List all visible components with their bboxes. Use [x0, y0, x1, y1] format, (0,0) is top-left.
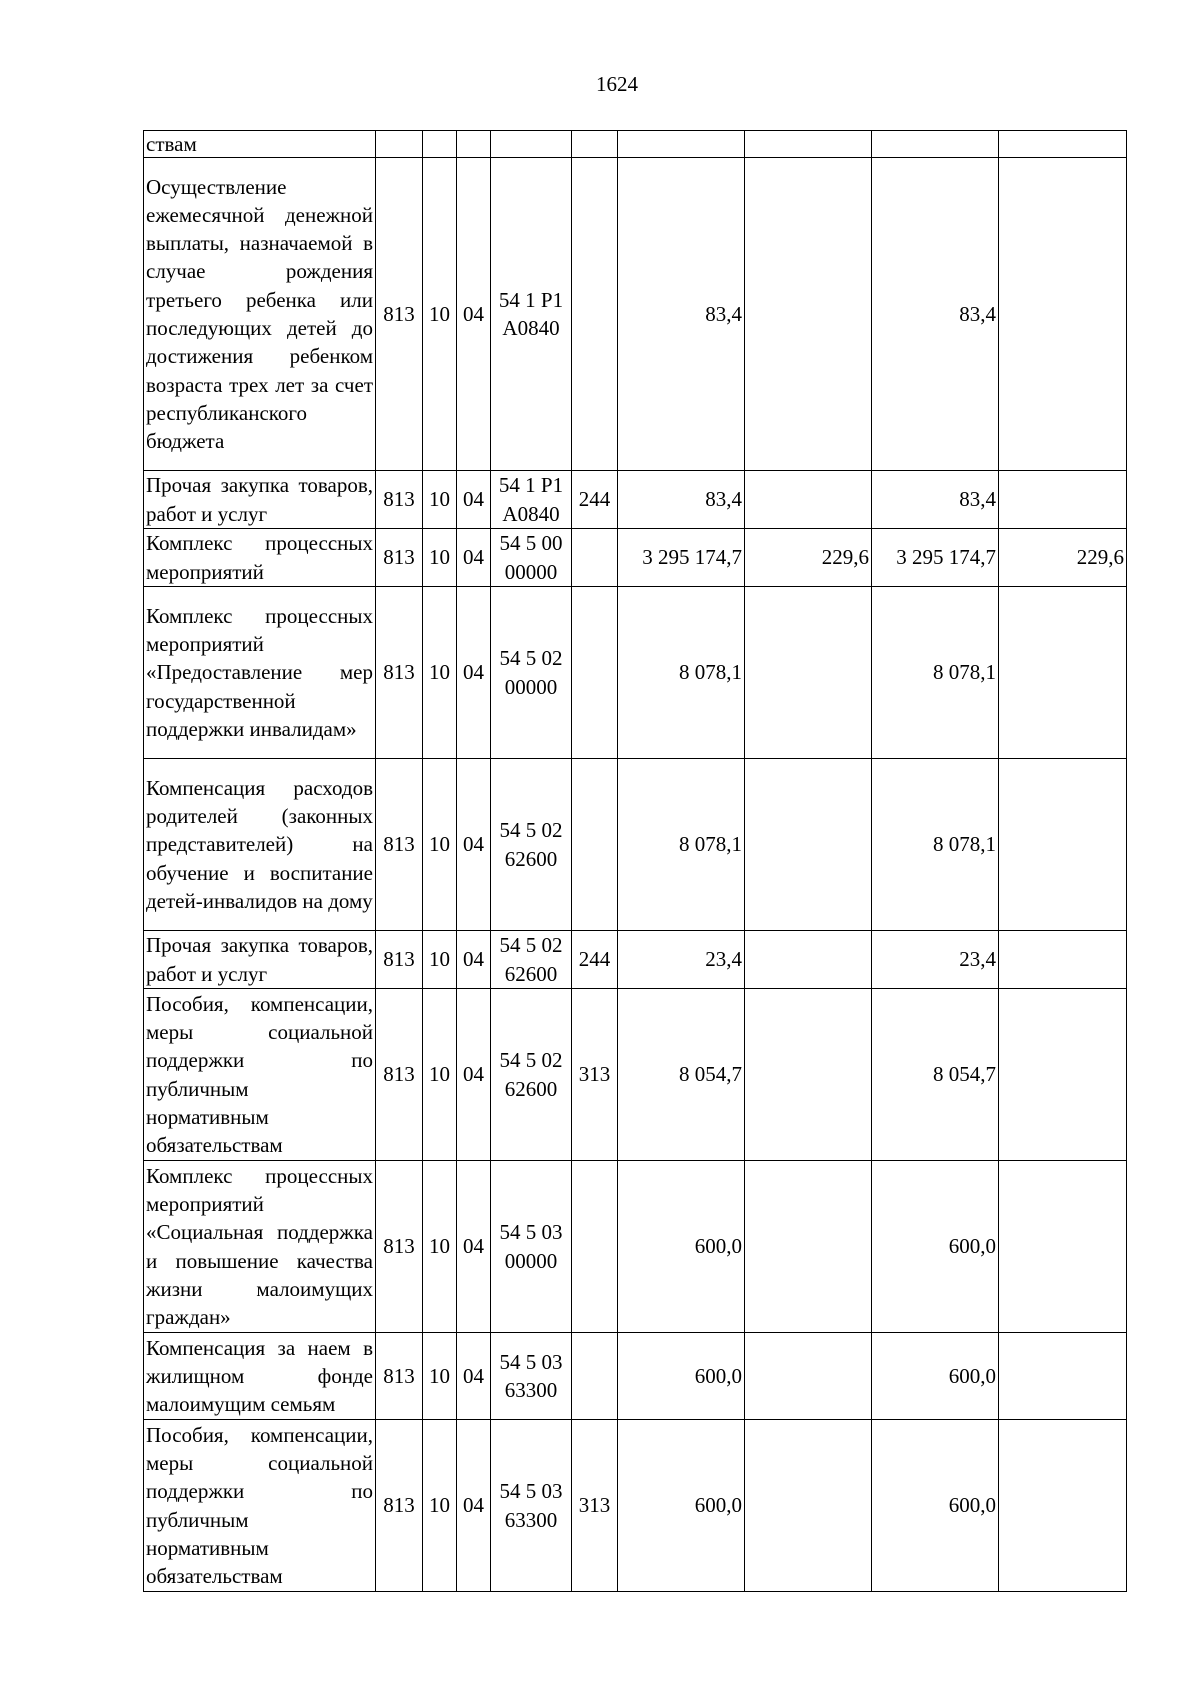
amount-2: [745, 931, 872, 989]
table-row: [144, 529, 1127, 587]
expense-type-code: [572, 1333, 618, 1420]
row-name: Пособия, компенсации, меры социальной поддержки по публичным нормативным обязательствам: [144, 989, 376, 1161]
amount-4: [999, 471, 1127, 529]
section-code: 10: [423, 1420, 457, 1592]
expense-type-code: [572, 1161, 618, 1333]
amount-2: [745, 1333, 872, 1420]
expense-type-code: [572, 158, 618, 471]
target-article-code-line-2: 63300: [504, 1378, 558, 1402]
admin-code: 813: [376, 931, 423, 989]
subsection-code: 04: [457, 989, 491, 1161]
target-article-code-line-2: 62600: [504, 846, 558, 871]
amount-1: 83,4: [618, 158, 745, 471]
section-code: 10: [423, 1161, 457, 1333]
section-code: 10: [423, 471, 457, 529]
target-article-code: [491, 1333, 572, 1420]
table-row: [144, 759, 1127, 931]
admin-code: 813: [376, 1333, 423, 1420]
target-article-code: [491, 931, 572, 989]
target-article-code: [491, 1161, 572, 1333]
amount-2: [745, 158, 872, 471]
amount-4: [999, 587, 1127, 759]
target-article-code: [491, 529, 572, 587]
target-article-code-line-1: 54 5 02: [499, 646, 563, 671]
target-article-code: [491, 471, 572, 529]
amount-1: 8 054,7: [618, 989, 745, 1161]
target-article-code-line-1: 54 5 03: [499, 1479, 563, 1504]
amount-2: 229,6: [745, 529, 872, 587]
target-article-code-line-2: 62600: [504, 1076, 558, 1101]
target-article-code-line-1: 54 5 03: [499, 1349, 563, 1374]
subsection-code: 04: [457, 529, 491, 587]
amount-2: [745, 1420, 872, 1592]
target-article-code-line-1: 54 5 02: [499, 1048, 563, 1073]
table-row: [144, 158, 1127, 471]
expense-type-code: [572, 131, 618, 158]
expense-type-code: 244: [572, 471, 618, 529]
table-row: [144, 1161, 1127, 1333]
admin-code: [376, 131, 423, 158]
table-row: [144, 1333, 1127, 1420]
subsection-code: 04: [457, 158, 491, 471]
subsection-code: 04: [457, 1333, 491, 1420]
expense-type-code: [572, 587, 618, 759]
row-name: Пособия, компенсации, меры социальной поддержки по публичным нормативным обязательствам: [144, 1420, 376, 1592]
table-row: [144, 931, 1127, 989]
amount-3: 8 054,7: [872, 989, 999, 1161]
amount-4: [999, 989, 1127, 1161]
target-article-code-line-1: 54 1 Р1: [498, 473, 564, 498]
amount-4: [999, 1333, 1127, 1420]
row-name: Компенсация за наем в жилищном фонде малоимущим семьям: [144, 1333, 376, 1420]
amount-1: 600,0: [618, 1161, 745, 1333]
target-article-code-line-2: 00000: [504, 559, 558, 584]
row-name: ствам: [144, 131, 376, 158]
amount-2: [745, 587, 872, 759]
expense-type-code: [572, 759, 618, 931]
target-article-code-line-1: 54 5 02: [499, 818, 563, 843]
admin-code: 813: [376, 759, 423, 931]
section-code: 10: [423, 759, 457, 931]
row-name: Комплекс процессных мероприятий «Предоставление мер государственной поддержки инвалидам»: [144, 587, 376, 759]
amount-4: [999, 1161, 1127, 1333]
section-code: [423, 131, 457, 158]
amount-4: [999, 158, 1127, 471]
amount-4: [999, 1420, 1127, 1592]
target-article-code-line-1: 54 5 03: [499, 1220, 563, 1245]
admin-code: 813: [376, 158, 423, 471]
target-article-code: [491, 131, 572, 158]
budget-table: [143, 130, 1127, 1592]
row-name: Осуществление ежемесячной денежной выплаты, назначаемой в случае рождения третьего ребенка или последующих детей до достижения ребенком возраста трех лет за счет республиканского бюджета: [144, 158, 376, 471]
section-code: 10: [423, 158, 457, 471]
target-article-code: [491, 158, 572, 471]
amount-1: 600,0: [618, 1333, 745, 1420]
target-article-code-line-2: 62600: [504, 961, 558, 986]
table-row: [144, 587, 1127, 759]
target-article-code: [491, 759, 572, 931]
subsection-code: 04: [457, 1161, 491, 1333]
amount-4: 229,6: [999, 529, 1127, 587]
table-row: [144, 471, 1127, 529]
target-article-code-line-2: А0840: [502, 316, 560, 340]
row-name: Комплекс процессных мероприятий «Социальная поддержка и повышение качества жизни малоимущих граждан»: [144, 1161, 376, 1333]
subsection-code: [457, 131, 491, 158]
subsection-code: 04: [457, 931, 491, 989]
amount-1: 8 078,1: [618, 587, 745, 759]
amount-3: 83,4: [872, 158, 999, 471]
target-article-code-line-1: 54 5 02: [499, 933, 563, 958]
admin-code: 813: [376, 529, 423, 587]
section-code: 10: [423, 587, 457, 759]
amount-3: 3 295 174,7: [872, 529, 999, 587]
section-code: 10: [423, 931, 457, 989]
amount-4: [999, 931, 1127, 989]
subsection-code: 04: [457, 759, 491, 931]
table-row: [144, 1420, 1127, 1592]
subsection-code: 04: [457, 1420, 491, 1592]
target-article-code-line-2: А0840: [502, 501, 560, 526]
amount-3: 600,0: [872, 1420, 999, 1592]
amount-4: [999, 759, 1127, 931]
amount-1: 23,4: [618, 931, 745, 989]
section-code: 10: [423, 529, 457, 587]
admin-code: 813: [376, 587, 423, 759]
row-name: Прочая закупка товаров, работ и услуг: [144, 931, 376, 989]
target-article-code-line-1: 54 5 00: [499, 531, 563, 556]
target-article-code: [491, 587, 572, 759]
admin-code: 813: [376, 471, 423, 529]
amount-3: 8 078,1: [872, 587, 999, 759]
amount-1: 8 078,1: [618, 759, 745, 931]
section-code: 10: [423, 1333, 457, 1420]
expense-type-code: [572, 529, 618, 587]
amount-3: 600,0: [872, 1333, 999, 1420]
amount-1: 3 295 174,7: [618, 529, 745, 587]
amount-3: 8 078,1: [872, 759, 999, 931]
amount-2: [745, 989, 872, 1161]
amount-2: [745, 1161, 872, 1333]
target-article-code-line-2: 63300: [504, 1507, 558, 1532]
section-code: 10: [423, 989, 457, 1161]
target-article-code-line-2: 00000: [504, 674, 558, 699]
target-article-code-line-2: 00000: [504, 1248, 558, 1273]
expense-type-code: 313: [572, 989, 618, 1161]
target-article-code: [491, 1420, 572, 1592]
target-article-code: [491, 989, 572, 1161]
amount-3: 600,0: [872, 1161, 999, 1333]
table-row: [144, 131, 1127, 158]
amount-2: [745, 471, 872, 529]
admin-code: 813: [376, 989, 423, 1161]
subsection-code: 04: [457, 587, 491, 759]
amount-2: [745, 131, 872, 158]
expense-type-code: 313: [572, 1420, 618, 1592]
amount-4: [999, 131, 1127, 158]
expense-type-code: 244: [572, 931, 618, 989]
page-number: 1624: [596, 72, 638, 96]
amount-1: [618, 131, 745, 158]
row-name: Компенсация расходов родителей (законных представителей) на обучение и воспитание детей-инвалидов на дому: [144, 759, 376, 931]
amount-3: [872, 131, 999, 158]
amount-1: 83,4: [618, 471, 745, 529]
row-name: Прочая закупка товаров, работ и услуг: [144, 471, 376, 529]
amount-3: 83,4: [872, 471, 999, 529]
admin-code: 813: [376, 1161, 423, 1333]
amount-3: 23,4: [872, 931, 999, 989]
subsection-code: 04: [457, 471, 491, 529]
target-article-code-line-1: 54 1 Р1: [498, 287, 564, 312]
table-row: [144, 989, 1127, 1161]
admin-code: 813: [376, 1420, 423, 1592]
row-name: Комплекс процессных мероприятий: [144, 529, 376, 587]
amount-2: [745, 759, 872, 931]
amount-1: 600,0: [618, 1420, 745, 1592]
